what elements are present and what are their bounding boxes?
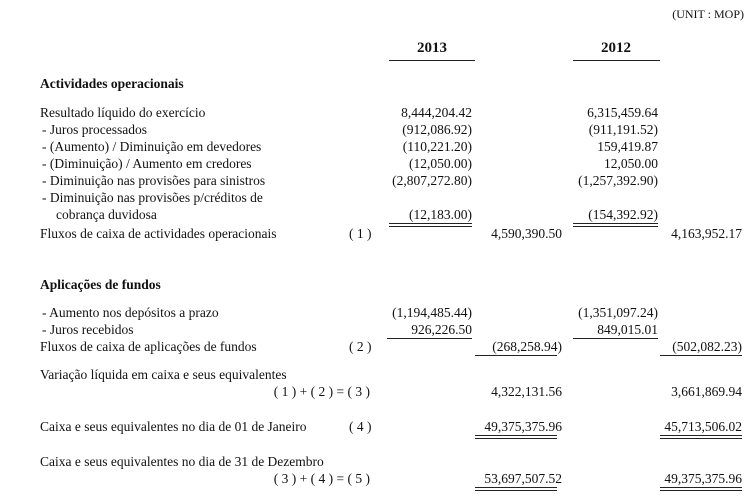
value-2012: (911,191.52) bbox=[588, 122, 658, 137]
year-header-2012: 2012 bbox=[601, 40, 631, 56]
value-2013: (1,194,485.44) bbox=[392, 305, 472, 320]
value-2012: 849,015.01 bbox=[597, 322, 658, 337]
row-label: Variação líquida em caixa e seus equivalentes bbox=[40, 367, 287, 382]
divider bbox=[573, 60, 660, 61]
subtotal-rule bbox=[573, 223, 658, 227]
total-2013: (268,258.94) bbox=[492, 339, 562, 354]
row-label: Fluxos de caixa de actividades operacionais bbox=[40, 226, 277, 241]
subtotal-rule bbox=[387, 338, 472, 339]
row-label: - Diminuição nas provisões para sinistros bbox=[42, 173, 266, 188]
total-rule bbox=[475, 435, 557, 439]
total-2012: 4,163,952.17 bbox=[671, 226, 742, 241]
value-2012: (1,351,097.24) bbox=[578, 305, 658, 320]
row-label: - (Aumento) / Diminuição em devedores bbox=[42, 139, 262, 154]
total-2013: 4,322,131.56 bbox=[491, 384, 562, 399]
value-2013: 8,444,204.42 bbox=[401, 105, 472, 120]
grand-total-rule bbox=[660, 487, 742, 491]
row-label: Resultado líquido do exercício bbox=[40, 105, 206, 120]
total-rule bbox=[660, 435, 742, 439]
row-label-continued: cobrança duvidosa bbox=[56, 207, 157, 222]
total-rule bbox=[475, 355, 557, 356]
value-2013: (2,807,272.80) bbox=[392, 173, 472, 188]
divider bbox=[389, 60, 475, 61]
row-label: - (Diminuição) / Aumento em credores bbox=[42, 156, 252, 171]
total-2012: 45,713,506.02 bbox=[664, 419, 742, 434]
section-title-investing: Aplicações de fundos bbox=[40, 277, 161, 292]
ref-label: ( 4 ) bbox=[349, 419, 372, 434]
value-2012: (1,257,392.90) bbox=[578, 173, 658, 188]
ref-label: ( 3 ) + ( 4 ) = ( 5 ) bbox=[273, 471, 370, 486]
subtotal-rule bbox=[389, 223, 472, 227]
value-2013: 926,226.50 bbox=[411, 322, 472, 337]
total-2013: 4,590,390.50 bbox=[491, 226, 562, 241]
ref-label: ( 1 ) bbox=[349, 226, 372, 241]
value-2012: 12,050.00 bbox=[604, 156, 658, 171]
total-2013: 53,697,507.52 bbox=[484, 471, 562, 486]
grand-total-rule bbox=[475, 487, 557, 491]
total-2012: 3,661,869.94 bbox=[671, 384, 742, 399]
total-rule bbox=[660, 355, 742, 356]
value-2012: (154,392.92) bbox=[588, 207, 658, 222]
row-label: Fluxos de caixa de aplicações de fundos bbox=[40, 339, 257, 354]
total-2012: (502,082.23) bbox=[672, 339, 742, 354]
row-label: - Diminuição nas provisões p/créditos de bbox=[42, 190, 263, 205]
total-2013: 49,375,375.96 bbox=[484, 419, 562, 434]
value-2012: 6,315,459.64 bbox=[587, 105, 658, 120]
row-label: - Juros recebidos bbox=[42, 322, 134, 337]
unit-label: (UNIT : MOP) bbox=[672, 7, 744, 21]
value-2013: (12,183.00) bbox=[409, 207, 472, 222]
value-2013: (12,050.00) bbox=[409, 156, 472, 171]
total-2012: 49,375,375.96 bbox=[664, 471, 742, 486]
value-2013: (912,086.92) bbox=[402, 122, 472, 137]
section-title-operating: Actividades operacionais bbox=[40, 76, 184, 91]
ref-label: ( 2 ) bbox=[349, 339, 372, 354]
value-2012: 159,419.87 bbox=[597, 139, 658, 154]
year-header-2013: 2013 bbox=[417, 40, 447, 56]
row-label: - Juros processados bbox=[42, 122, 147, 137]
subtotal-rule bbox=[573, 338, 658, 339]
row-label: Caixa e seus equivalentes no dia de 01 de Janeiro bbox=[40, 419, 307, 434]
row-label: Caixa e seus equivalentes no dia de 31 de Dezembro bbox=[40, 454, 324, 469]
row-label: - Aumento nos depósitos a prazo bbox=[42, 305, 219, 320]
ref-label: ( 1 ) + ( 2 ) = ( 3 ) bbox=[273, 384, 370, 399]
value-2013: (110,221.20) bbox=[402, 139, 472, 154]
